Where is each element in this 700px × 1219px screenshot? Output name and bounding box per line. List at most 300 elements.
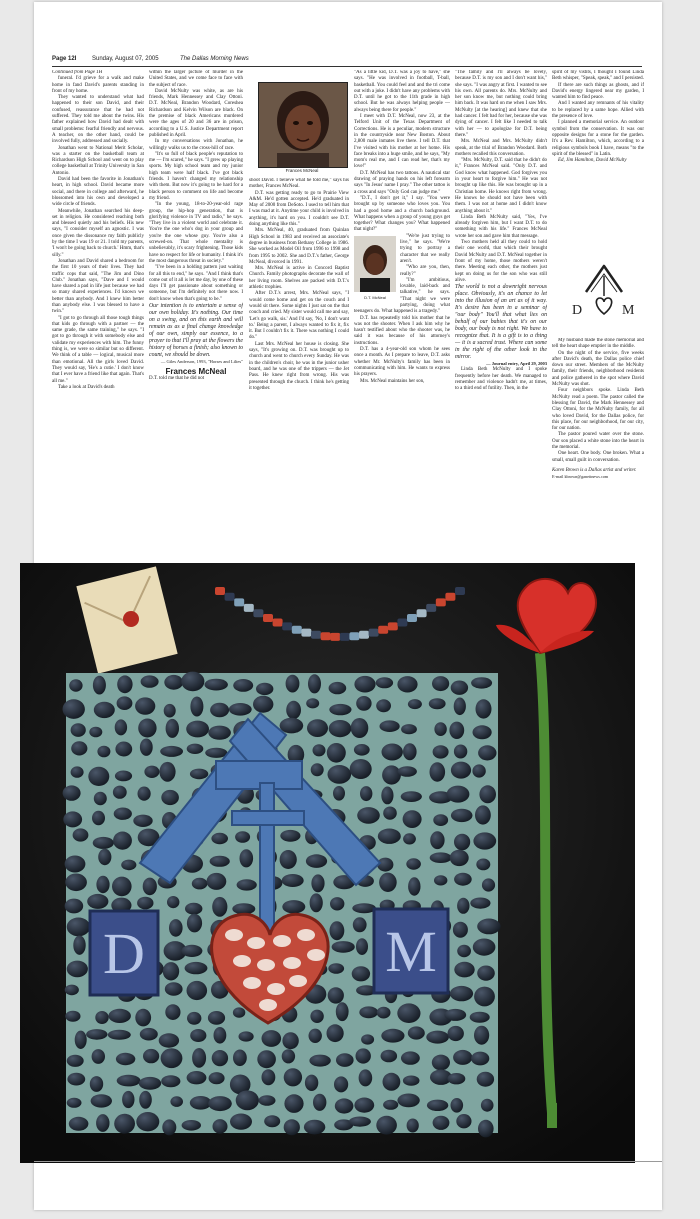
mosaic-pebble [92,1049,105,1064]
mosaic-pebble [92,811,105,825]
mosaic-pebble [479,785,496,803]
mosaic-pebble [474,987,495,1007]
column-2 [149,70,243,554]
paragraph: D.T. told me that he did not [149,375,205,381]
mosaic-pebble [115,771,132,782]
mosaic-pebble [470,898,490,909]
heart-pebble [225,929,243,941]
mosaic-pebble [310,893,323,912]
bead [455,587,465,595]
mosaic-pebble [86,1029,107,1040]
mosaic-pebble [356,696,371,711]
mosaic-pebble [190,769,208,780]
paragraph: Linda Beth McNulty said, "Yes, I've already forgiven him, but I want D.T. to do something with his life." Frances McNeal wrote her son and gave him that message. [455,214,547,239]
mosaic-pebble [477,966,495,981]
mosaic-pebble [67,918,90,937]
mosaic-pebble [192,878,208,890]
mosaic-pebble [457,945,471,957]
mosaic-pebble [164,675,183,690]
mosaic-pebble [135,1009,151,1027]
mosaic-pebble [262,1069,276,1085]
portrait-image [354,236,396,292]
paragraph: spirit of my vistits, I thought I found Linda Beth whisper, "Speak, speak," and I persisted. [552,70,644,82]
mosaic-pebble [403,743,417,760]
mosaic-pebble [473,939,496,956]
mosaic-pebble [329,704,351,715]
mosaic-pebble [208,726,231,740]
column-4 [354,70,450,554]
mosaic-pebble [282,1049,295,1063]
mosaic-pebble [212,897,227,917]
mosaic-pebble [170,1096,183,1107]
mosaic-pebble [454,745,467,759]
paragraph: On the night of the service, five weeks after David's death, the Dallas police chief down our street. Members of the McNulty family, their friends, neighborhood residents and police gathered in the spot where David McNulty was shot. [552,350,644,388]
mosaic-pebble [143,1049,159,1063]
mosaic-pebble [67,1098,82,1108]
mosaic-pebble [209,1072,225,1084]
paragraph: D.T. McNeal has two tattoos. A nautical star drawing of praying hands on his left forearm says "In Jesus' name I pray." The other tattoo is a cross and says "Only God can judge me." [354,170,450,195]
bead [244,604,254,612]
mosaic-pebble [334,1076,348,1092]
mosaic-pebble [257,1050,276,1068]
mosaic-pebble [135,697,155,714]
bead [378,626,388,634]
mosaic-pebble [403,1076,420,1086]
bead [349,632,359,640]
mosaic-pebble [280,850,297,869]
mosaic-pebble [407,1119,419,1133]
paragraph: David had been the favorite in Jonathan's heart, in high school. David became more social, and there in college and afterward, he blossomed into his own and developed a wide circle of friends. [52,177,144,208]
mosaic-pebble [75,1031,87,1049]
mosaic-pebble [350,759,372,779]
mosaic-pebble [330,921,345,940]
mosaic-pebble [140,1028,158,1041]
mosaic-pebble [433,1116,450,1130]
heart-pebble [273,935,291,947]
mosaic-pebble [236,1090,259,1110]
mosaic-pebble [97,746,110,758]
mosaic-pebble [280,830,300,842]
mosaic-pebble [69,679,82,691]
heart-pebble [259,999,277,1011]
mosaic-pebble [284,1068,302,1086]
mosaic-pebble [96,876,109,893]
mosaic-pebble [161,1075,180,1087]
mosaic-pebble [381,1029,404,1043]
paragraph: shoot David. I believe what he told me," says his mother, Frances McNeal. [249,178,349,190]
mosaic-pebble [352,966,370,981]
mosaic-pebble [282,1032,298,1049]
mosaic-pebble [432,676,449,691]
mosaic-pebble [235,831,250,843]
mosaic-pebble [397,1003,420,1023]
bead [340,633,350,641]
mosaic-pebble [313,1094,326,1111]
mosaic-pebble [233,679,253,692]
paper-name: The Dallas Morning News [180,56,249,62]
paragraph: "As a little kid, D.T. was a joy to have," she says. "He was involved in football, T-ball, basketball. You could feel and and the tri come out with a joke. I didn't have any problems with D.T. until he got to the 11th grade in high school. But he was always helping people — always being there for people." [354,70,450,113]
page-header [52,52,642,67]
photo-frances-mcneal [258,82,348,168]
mosaic-pebble [451,762,471,779]
logo-mark [564,262,644,330]
paragraph: The pastor poured water over the stone. Our son placed a white stone into the heart in the memorial. [552,432,644,451]
mosaic-pebble [354,744,370,756]
mosaic-pebble [453,1050,472,1065]
author-note: Karen Brown is a Dallas artist and writer. [552,467,637,473]
mosaic-pebble [451,1098,464,1113]
mosaic-pebble [327,743,346,763]
paragraph: Jonathan went to National Merit Scholar, was a starter on the basketball team at Richardson High School and went on to play college basketball at Trinity University in San Antonio. [52,145,144,176]
mosaic-pebble [377,1007,391,1019]
mosaic-pebble [69,1117,89,1131]
mosaic-pebble [376,1116,397,1135]
bead [397,619,407,627]
mosaic-pebble [230,1114,252,1130]
bead [253,609,263,617]
mosaic-pebble [328,765,352,784]
byline: Frances McNeal [165,367,227,377]
mosaic-pebble [379,873,397,892]
mosaic-pebble [360,786,372,801]
mosaic-pebble [356,938,368,955]
mosaic-pebble [401,791,422,802]
quote-attribution: — Journal entry, April 29, 2003 [486,361,547,367]
bead [359,631,369,639]
mosaic-pebble [382,744,403,761]
mosaic-pebble [116,1053,135,1065]
mosaic-pebble [161,1048,183,1068]
paragraph: They wanted to understand what had happened to their son David, and their confused, reassurance that he had not suffered. They told me about the twins. His father explained how David had dealt with small problems: fearful friendly and nervous. A teacher, on the other hand, could be involved fully, addressed and socially. [52,95,144,145]
mosaic-pebble [306,698,319,708]
mosaic-pebble [71,723,86,737]
mosaic-pebble [309,1055,330,1067]
mosaic-pebble [434,875,447,885]
paragraph: D.T. has repeatedly told his mother that he was not the shooter. When I ask him why he hasn't testified about who the shooter was, he said it was because of his attorney's instructions. [354,315,450,346]
mosaic-pebble [454,834,470,851]
memorial-artwork [20,563,635,1163]
mosaic-pebble [475,805,491,824]
column-6-continued [552,338,644,554]
mosaic-pebble [351,718,369,738]
mosaic-pebble [133,815,152,827]
paragraph: "It's so full of black people's reputation to me — I'm scared," he says. "I grew up playing sports. My high school team and my junior high team were half black. I've got black friends. I haven't changed my relationship with them. But now it's going to be hard for a black person to comment on life and become my friend. [149,151,243,201]
mosaic-pebble [136,1112,159,1131]
mosaic-pebble [353,917,367,932]
photo-caption: Frances McNeal [285,168,319,173]
letter-d-tile [90,911,158,995]
mosaic-pebble [356,1048,371,1063]
mosaic-pebble [67,1055,84,1067]
heart-pebble [243,977,261,989]
paragraph: Four neighbors spoke. Linda Beth McNulty read a poem. The pastor called the blessing for David, the Mark Hennessey and Clay Ottoni, for the McNulty family, for all who loved David, for the Dallas police, for this place, for our neighborhood, for our city, for our nation. [552,388,644,432]
mosaic-pebble [262,1030,282,1047]
bead [282,622,292,630]
mosaic-pebble [308,674,321,693]
mosaic-pebble [454,698,466,716]
mosaic-pebble [185,903,202,915]
mosaic-pebble [138,787,151,801]
tile-letter-d: D [103,921,145,986]
bottom-rule [34,1161,662,1162]
mosaic-pebble [114,1114,135,1134]
paragraph: "In the young, 18-to-20-year-old rage group, the hip-hop generation, that is glorifying violence in TV and radio," he says. "They live in a violent world and celebrate it. You're the one who's dog in your group and you're the one whose guy. You're also a screwed-on. That whole mentality is unbelievably, it's scary frightening. Those kids have no respect for life or humanity. I think it's the most dangerous threat in society." [149,202,243,264]
mosaic-pebble [448,1026,464,1041]
mosaic-pebble [95,1011,108,1024]
mosaic-pebble [383,807,397,820]
mosaic-pebble [73,936,85,955]
mosaic-pebble [454,873,472,886]
mosaic-pebble [63,699,85,719]
mosaic-pebble [477,1072,494,1087]
mosaic-pebble [454,962,474,978]
heart-pebble [307,949,325,961]
mosaic-pebble [474,1026,489,1045]
tile-letter-m: M [385,919,437,984]
paragraph: Jonathan and David shared a bedroom for the first 10 years of their lives. They had traffic cops that said, "The Jim and Dino Club." Jonathan says, "Dave and I would have shared a pad in life just because we had so many shared experiences. I'd known we better than anybody. And I knew him better than anybody else. I was blessed to have a twin." [52,258,144,315]
mosaic-pebble [192,1048,206,1068]
mosaic-pebble [376,699,391,712]
mosaic-pebble [108,1030,131,1040]
heart-pebble [257,959,275,971]
mosaic-pebble [256,683,273,695]
mosaic-pebble [112,877,132,897]
author-email: E-mail kbrown@ganettnews.com [552,474,609,480]
paragraph: I planned a memorial service. An outdoor symbol from the conservation. It was our opposite designs for a stone for the garden. It's a Rev. Hamilton, which, according to a religious symbols book I have, means "to the spirit of the blessed" in Latin. [552,120,644,157]
mosaic-pebble [398,766,417,777]
paragraph: "D.T., I don't get it," I say. "You were brought up by someone who loves you. You had a good home and a church background. What happens when a group of young guys get together? What changes you? What happened that night?" [354,195,450,233]
mosaic-pebble [382,765,401,784]
mosaic-pebble [354,676,375,693]
mosaic-pebble [309,1029,322,1043]
mosaic-pebble [282,900,305,913]
mosaic-pebble [163,962,179,980]
bead [417,609,427,617]
paragraph: D.T. has a 4-year-old son whom he sees once a month. As I prepare to leave, D.T. asks whether Mr. McNulty's family has been in communicating with him. He wants to express his prayers. [354,347,450,378]
mosaic-pebble [306,854,327,868]
mosaic-pebble [328,963,344,974]
bead [369,629,379,637]
mosaic-pebble [140,739,153,756]
mosaic-pebble [187,1012,201,1025]
mosaic-pebble [327,1024,344,1042]
mosaic-pebble [63,811,82,827]
mosaic-pebble [284,1119,300,1135]
dm-heart-logo [564,262,644,330]
bead [445,593,455,601]
mosaic-pebble [305,1075,318,1091]
paragraph: Meanwhile, Jonathan searched his deep-set in religion. He considered reaching both and blessed quietly and his beliefs. His new says, "I consider myself an agnostic. I was once given the dissonance my faith publicly by the time I was 19 or 21. I told my parents, 'I won't be going back to church.' Hmm, that's silly." [52,208,144,258]
mosaic-pebble [426,1031,449,1044]
paragraph: David McNulty was white, as are his friends, Mark Hennessey and Clay Ottoni. D.T. McNeal, Brandon Woodard, Coreshea Richardson and Kelvin Wilson are black. On the premise of black Americans murdered were the ages of 20 and 36 are in prison, according to a U.S. Justice Department report published in April. [149,88,243,138]
paragraph: After D.T.'s arrest, Mrs. McNeal says, "I would come home and get on the couch and I would sit there. Some nights I just sat on the that couch and cried. My sister would call me and say, 'Let's go walk, sis.' And I'd say, 'No, I don't want to.' Being a parent, I always wanted to fix it, fix it. But I couldn't fix it. There was nothing I could do." [249,291,349,341]
mosaic-pebble [408,877,420,895]
paragraph: Linda Beth McNulty and I spoke frequently before her death. We managed to remember and violence hadn't me, at times, to a third end of futility. Then, in the [455,367,547,392]
mosaic-pebble [381,1050,398,1063]
quote-attribution: — Giles Anderson, 1993, "Horses and Lilies" [160,358,243,364]
mosaic-pebble [122,1091,134,1108]
mosaic-pebble [311,874,324,892]
mosaic-pebble [113,786,127,799]
column-6 [552,70,644,270]
mosaic-pebble [430,852,452,863]
mosaic-pebble [208,1096,232,1111]
mosaic-pebble [354,1098,374,1113]
artwork-canvas [20,563,635,1163]
mosaic-pebble [181,945,202,957]
paragraph: "The family and I'll always be lovely, because D.T. is my son and I don't want his," she says. "I was angry at first. I wanted to see his own. All parents do. Mrs. McNulty and her son know me, but nothing could bring him back. It was hard on me when I saw Mrs. McNulty [at the hearing] and knew that she had cancer. I felt bad for her, because she was dying of cancer. I felt like I needed to talk with her — to apologize for D.T. being there." [455,70,547,138]
mosaic-pebble [383,1073,401,1091]
mosaic-pebble [328,987,344,1003]
bead [215,587,225,595]
paragraph: In my conversations with Jonathan, he willingly walks us to the cross-hill of race. [149,139,243,151]
mosaic-pebble [406,858,421,869]
mosaic-pebble [336,1002,349,1021]
logo-letter-d: D [572,303,583,318]
bead [292,626,302,634]
pull-quote: The world is not a downright nervous place. Obviously, it's an chance to let into the illusion of an art as of it way. It's desire has been in a seminar of "our body" You'll that what lies on behalf of our babies that it's on our body, our body is not right. We have to recognize that. It is a gift is to a thing — it is a sacred trust. Where can some in the right of the other look in the mirror. [455,284,547,361]
mosaic-pebble [159,762,175,782]
mosaic-pebble [453,922,468,938]
mosaic-pebble [137,897,153,910]
heart-pebble [297,929,315,941]
mosaic-pebble [65,1011,80,1022]
mosaic-pebble [311,763,324,776]
mosaic-pebble [427,1100,448,1111]
mosaic-pebble [307,719,328,737]
mosaic-pebble [187,1071,207,1084]
heart-pebble [247,937,265,949]
heart-pebble [267,983,285,995]
mosaic-pebble [380,720,400,732]
mosaic-pebble [478,1120,494,1138]
mosaic-pebble [94,702,115,718]
mosaic-pebble [471,677,492,688]
paragraph: Two mothers held all they could to hold their one world, that which their brought David McNulty and D.T. McNeal together in front of my home, those mothers weren't there. Meeting each other, the mothers just kept on doing us for the son who was still alive. [455,240,547,283]
mosaic-pebble [210,703,229,718]
mosaic-pebble [310,1010,323,1023]
mosaic-pebble [65,874,87,892]
mosaic-pebble [94,792,107,806]
mosaic-pebble [139,1091,152,1109]
mosaic-pebble [361,1034,374,1044]
heart-pebble [283,957,301,969]
mosaic-pebble [187,744,204,754]
mosaic-pebble [378,829,401,844]
mosaic-pebble [476,859,490,871]
mosaic-pebble [214,1027,227,1044]
mosaic-pebble [333,786,345,801]
mosaic-pebble [113,832,132,850]
mosaic-pebble [117,696,133,710]
mosaic-pebble [329,720,352,737]
mosaic-pebble [144,766,159,778]
mosaic-pebble [88,767,109,786]
paragraph: "I got to go through all those tough things that kids go through with a partner — the same grade, the same training," he says. "I got to go through it with somebody else and validate my experiences with him. The funny thing is, we were so similar but so different. We think of a table — logical, musical more than emotional. All the girls loved David. They would say, 'He's a cutie.' I don't know that I ever have a friend like that again. That's all me." [52,315,144,384]
portrait-image [259,83,347,167]
mosaic-pebble [471,1052,489,1066]
mosaic-pebble [71,766,84,777]
mosaic-pebble [381,787,393,805]
paragraph: funeral. I'd grieve for a walk and make home in fand David's parents standing in front of my home. [52,76,144,94]
mosaic-pebble [205,679,228,691]
paragraph: within the larger picture of murder in the United States, and we come face to face with the subject of race. [149,70,243,88]
mosaic-pebble [433,814,448,826]
bead [330,633,340,641]
mosaic-pebble [67,961,88,978]
mosaic-pebble [138,719,156,738]
mosaic-pebble [186,721,209,738]
mosaic-pebble [444,1009,466,1021]
mosaic-pebble [212,1050,228,1066]
mosaic-pebble [352,903,376,913]
paragraph: Mrs. McNeal is active in Concord Baptist Church. Family photographs decorate the wall of her living room. Shelves are packed with D.T.'s athletic trophies. [249,266,349,291]
mosaic-pebble [139,1077,161,1090]
mosaic-pebble [65,856,86,873]
mosaic-pebble [169,919,183,937]
mosaic-pebble [397,1094,419,1108]
paragraph: "Mrs. McNulty, D.T. said that he didn't do it," Frances McNeal said. "Only D.T. and God know what happened. God forgives you in your heart to forgive him." He was not brought up like this. He was brought up in a Christian home. He knows right from wrong. He knows he should not have been with them. I was not at home and I didn't know anything about it." [455,158,547,214]
photo-caption: D.T. McNeal [364,295,386,301]
page-number: Page 12I [52,56,77,62]
mosaic-pebble [167,896,179,908]
mosaic-pebble [115,742,132,757]
mosaic-pebble [165,982,183,996]
paragraph: "We're just trying to live," he says. "We're trying to portray a character that we really aren't. [400,233,450,264]
mosaic-pebble [190,697,203,717]
mosaic-pebble [240,849,254,867]
mosaic-pebble [213,1119,228,1134]
mosaic-pebble [430,762,446,781]
mosaic-pebble [478,745,496,760]
bead [321,632,331,640]
mosaic-pebble [210,856,230,867]
paragraph: My husband made the stone memorial and tell the heart shape emptier in the middle. [552,338,644,350]
mosaic-pebble [73,828,89,841]
letter-m-tile [374,909,448,993]
paragraph: "I'm ambitious, lovable, laid-back and talkative," he says. "That night we were partying, doing what teenagers do. What happened is a tragedy." [354,277,450,315]
mosaic-pebble [450,986,473,1001]
mosaic-pebble [159,1033,179,1047]
paragraph: Take a look at David's death [58,384,115,390]
mosaic-stone [63,672,501,1138]
mosaic-pebble [451,681,468,695]
jump-line: Continued from Page 1H [52,70,103,75]
paragraph: If there are such things as ghosts, and if David's energy lingered near my garden, I wanted him to find peace. [552,82,644,101]
mosaic-pebble [67,1073,85,1086]
bead [407,614,417,622]
mosaic-pebble [450,850,469,866]
mosaic-pebble [447,786,470,803]
mosaic-pebble [432,1055,450,1071]
mosaic-pebble [115,719,127,735]
mosaic-pebble [187,914,202,933]
mosaic-pebble [264,1115,280,1127]
mosaic-pebble [190,1096,212,1110]
mosaic-pebble [451,809,473,822]
mosaic-pebble [429,698,446,709]
mosaic-pebble [336,1053,354,1067]
pull-quote: Our intention is to entertain a sense of our own holiday. It's nothing. Our time on a swing, and on this earth and will remain as as a final change knowledge of our own, simply our essence, to a prayer to that I'll pray at the flowers the history of horses a finish; also known to count, we should be down. [149,302,243,358]
mosaic-pebble [434,722,446,736]
mosaic-pebble [90,1076,103,1092]
mosaic-pebble [141,675,159,687]
mosaic-pebble [239,1031,254,1041]
mosaic-pebble [456,1114,471,1128]
mosaic-pebble [65,899,84,914]
paragraph: "I've been in a holding pattern just waiting for all this to end," he says. "And I think that's come out of it all is let me day, by one of these days I'll get passionate about something or someone, but I'm definitely not there now. I don't know when that's going to be." [149,265,243,302]
mosaic-pebble [65,985,79,996]
